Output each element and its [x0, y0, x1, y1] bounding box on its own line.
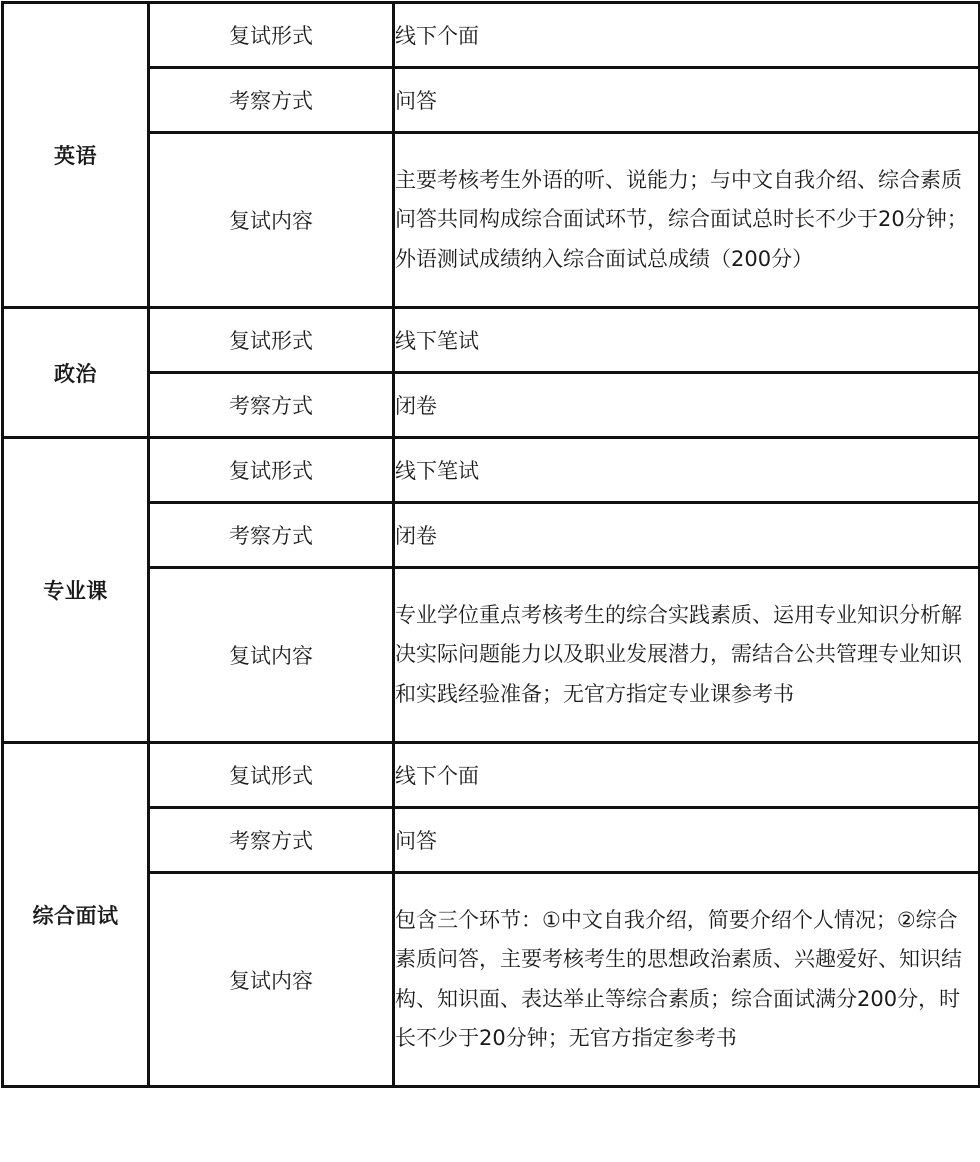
value-cell: 问答: [394, 68, 980, 133]
value-cell: 线下笔试: [394, 308, 980, 373]
table-row: [3, 568, 980, 743]
aspect-cell: 复试内容: [149, 873, 394, 1087]
table-row: [3, 373, 980, 438]
table-row: [3, 3, 980, 68]
aspect-cell: 复试形式: [149, 438, 394, 503]
value-cell: 闭卷: [394, 503, 980, 568]
subject-cell-politics: 政治: [3, 308, 149, 438]
aspect-cell: 复试形式: [149, 3, 394, 68]
table-row: [3, 133, 980, 308]
aspect-cell: 复试内容: [149, 133, 394, 308]
aspect-cell: 考察方式: [149, 68, 394, 133]
value-cell: 主要考核考生外语的听、说能力；与中文自我介绍、综合素质问答共同构成综合面试环节，综合面试总时长不少于20分钟；外语测试成绩纳入综合面试总成绩（200分）: [394, 133, 980, 308]
value-cell: 线下个面: [394, 3, 980, 68]
subject-cell-interview: 综合面试: [3, 743, 149, 1087]
aspect-cell: 复试形式: [149, 308, 394, 373]
aspect-cell: 考察方式: [149, 373, 394, 438]
table-row: [3, 308, 980, 373]
subject-cell-english: 英语: [3, 3, 149, 308]
value-cell: 包含三个环节：①中文自我介绍，简要介绍个人情况；②综合素质问答，主要考核考生的思想政治素质、兴趣爱好、知识结构、知识面、表达举止等综合素质；综合面试满分200分，时长不少于20分钟；无官方指定参考书: [394, 873, 980, 1087]
aspect-cell: 考察方式: [149, 808, 394, 873]
value-cell: 线下笔试: [394, 438, 980, 503]
value-cell: 闭卷: [394, 373, 980, 438]
aspect-cell: 考察方式: [149, 503, 394, 568]
table-row: [3, 503, 980, 568]
aspect-cell: 复试内容: [149, 568, 394, 743]
table-row: [3, 873, 980, 1087]
retest-info-table: [1, 1, 980, 1088]
value-cell: 专业学位重点考核考生的综合实践素质、运用专业知识分析解决实际问题能力以及职业发展潜力，需结合公共管理专业知识和实践经验准备；无官方指定专业课参考书: [394, 568, 980, 743]
aspect-cell: 复试形式: [149, 743, 394, 808]
value-cell: 线下个面: [394, 743, 980, 808]
subject-cell-professional: 专业课: [3, 438, 149, 743]
table-row: [3, 438, 980, 503]
table-row: [3, 68, 980, 133]
table-row: [3, 808, 980, 873]
table-row: [3, 743, 980, 808]
value-cell: 问答: [394, 808, 980, 873]
